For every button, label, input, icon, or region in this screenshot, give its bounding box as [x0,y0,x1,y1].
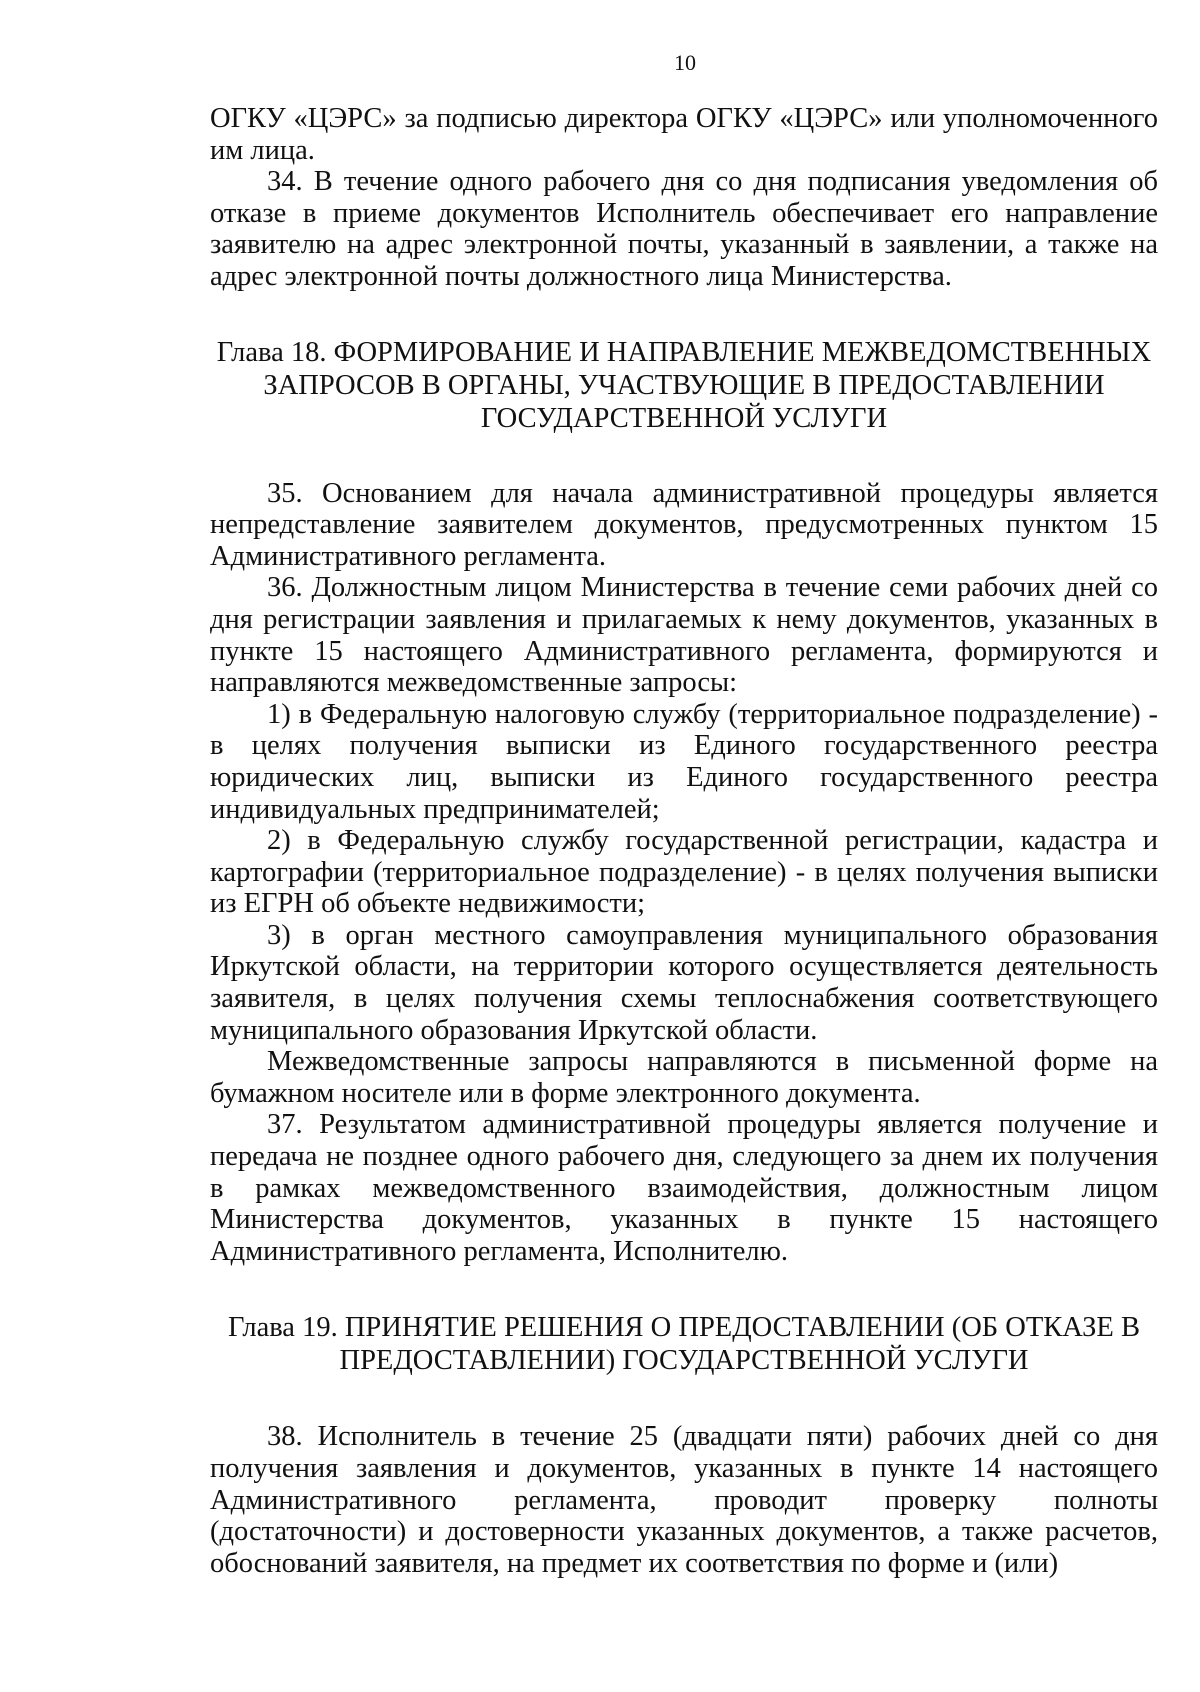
paragraph-continuation: ОГКУ «ЦЭРС» за подписью директора ОГКУ «ЦЭРС» или уполномоченного им лица. [210,103,1158,166]
paragraph-37: 37. Результатом административной процедуры является получение и передача не позднее одного рабочего дня, следующего за днем их получения в рамках межведомственного взаимодействия, должностным лицом Министерства документов, указанных в пункте 15 настоящего Административного регламента, Исполнителю. [210,1109,1158,1267]
paragraph-34: 34. В течение одного рабочего дня со дня подписания уведомления об отказе в приеме документов Исполнитель обеспечивает его направление заявителю на адрес электронной почты, указанный в заявлении, а также на адрес электронной почты должностного лица Министерства. [210,166,1158,292]
chapter-18-line-2: ЗАПРОСОВ В ОРГАНЫ, УЧАСТВУЮЩИЕ В ПРЕДОСТАВЛЕНИИ [263,369,1105,401]
document-body [210,103,1158,1579]
paragraph-36: 36. Должностным лицом Министерства в течение семи рабочих дней со дня регистрации заявления и прилагаемых к нему документов, указанных в пункте 15 настоящего Административного регламента, формируются и направляются межведомственные запросы: [210,572,1158,699]
chapter-18-line-3: ГОСУДАРСТВЕННОЙ УСЛУГИ [480,402,888,434]
chapter-19-heading [210,1311,1158,1377]
chapter-18-heading [210,336,1158,435]
chapter-18-line-1: Глава 18. ФОРМИРОВАНИЕ И НАПРАВЛЕНИЕ МЕЖВЕДОМСТВЕННЫХ [216,336,1152,368]
list-item-2: 2) в Федеральную службу государственной регистрации, кадастра и картографии (территориальное подразделение) - в целях получения выписки из ЕГРН об объекте недвижимости; [210,825,1158,920]
list-item-3: 3) в орган местного самоуправления муниципального образования Иркутской области, на территории которого осуществляется деятельность заявителя, в целях получения схемы теплоснабжения соответствующего муниципального образования Иркутской области. [210,919,1158,1046]
page-number: 10 [674,50,696,75]
list-item-1: 1) в Федеральную налоговую службу (территориальное подразделение) - в целях получения выписки из Единого государственного реестра юридических лиц, выписки из Единого государственного реестра индивидуальных предпринимателей; [210,698,1158,825]
chapter-19-line-1: Глава 19. ПРИНЯТИЕ РЕШЕНИЯ О ПРЕДОСТАВЛЕНИИ (ОБ ОТКАЗЕ В [228,1312,1140,1344]
chapter-19-line-2: ПРЕДОСТАВЛЕНИИ) ГОСУДАРСТВЕННОЙ УСЛУГИ [339,1345,1029,1377]
paragraph-requests-form: Межведомственные запросы направляются в письменной форме на бумажном носителе или в форме электронного документа. [210,1046,1158,1109]
paragraph-38: 38. Исполнитель в течение 25 (двадцати пяти) рабочих дней со дня получения заявления и документов, указанных в пункте 14 настоящего Административного регламента, проводит проверку полноты (достаточности) и достоверности указанных документов, а также расчетов, обоснований заявителя, на предмет их соответствия по форме и (или) [210,1421,1158,1579]
paragraph-35: 35. Основанием для начала административной процедуры является непредставление заявителем документов, предусмотренных пунктом 15 Административного регламента. [210,477,1158,572]
